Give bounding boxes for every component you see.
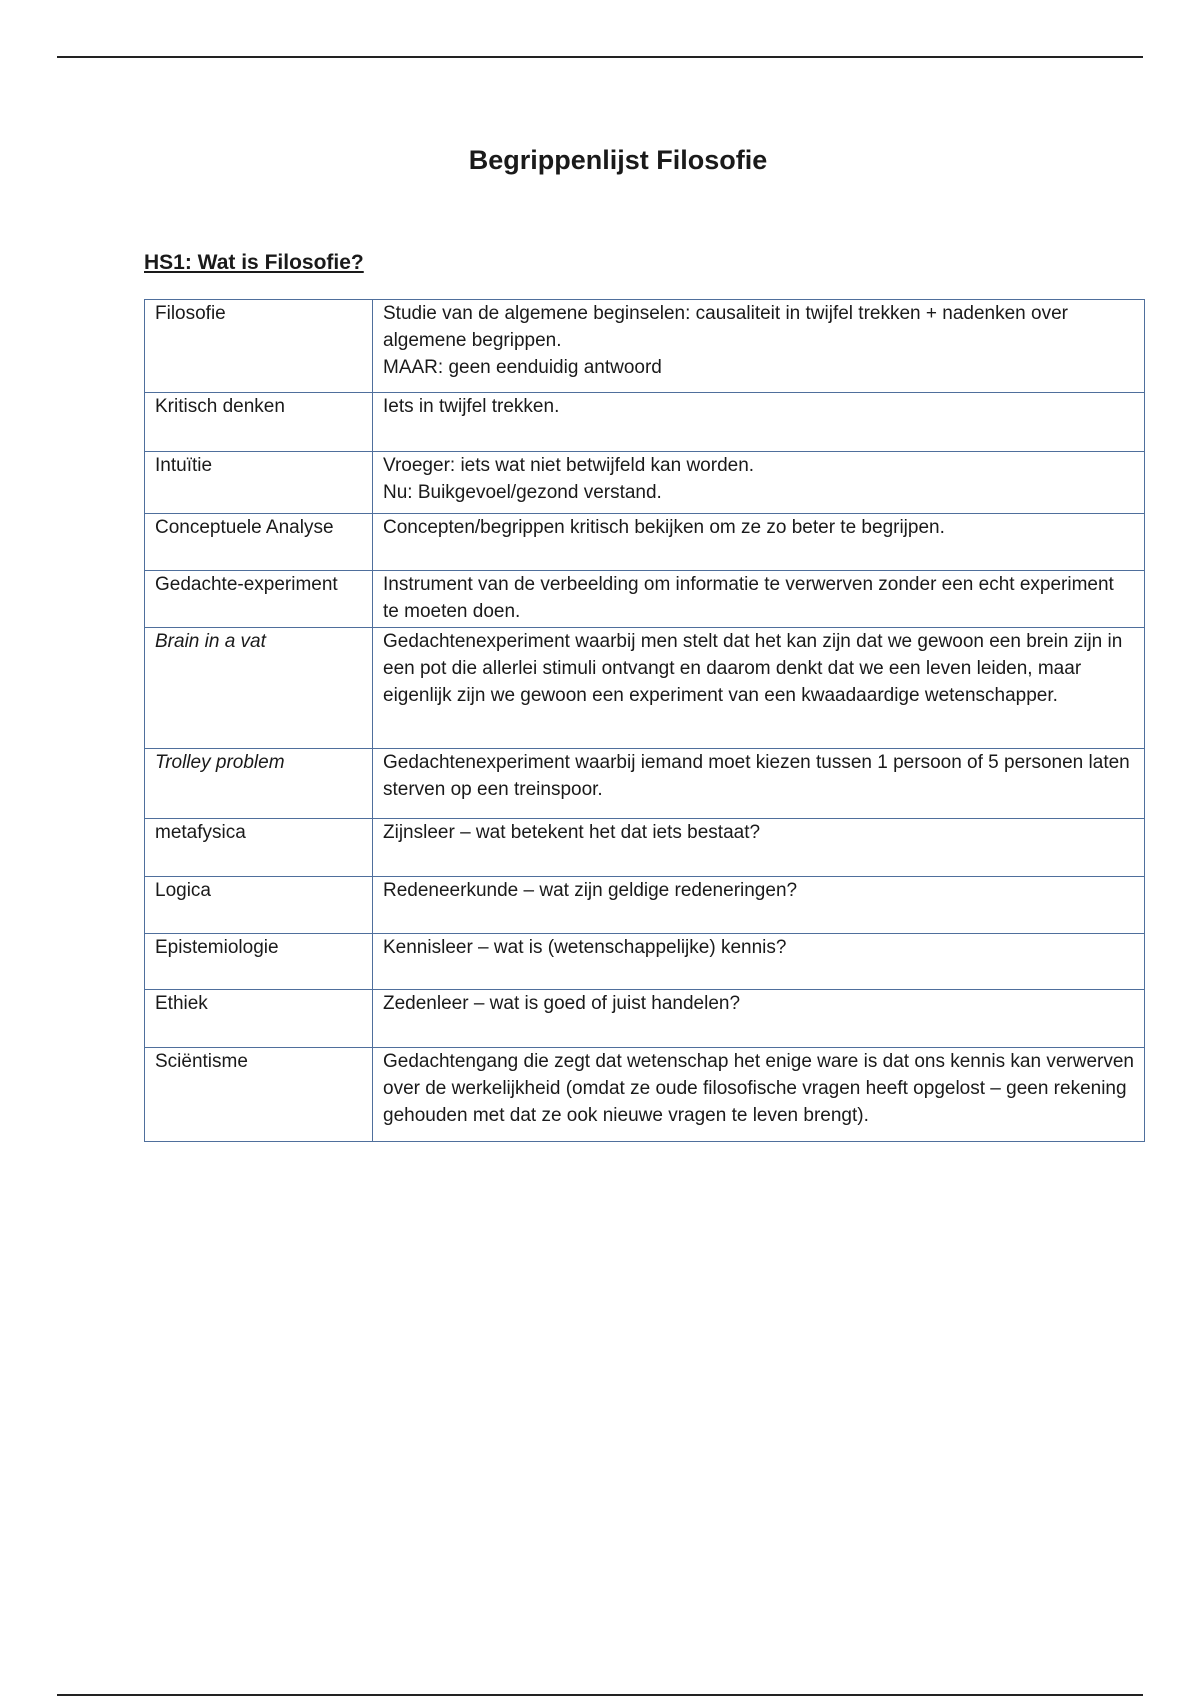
glossary-row (145, 393, 1145, 452)
page-title: Begrippenlijst Filosofie (468, 145, 768, 175)
glossary-row (145, 452, 1145, 514)
glossary-term: Ethiek (145, 990, 373, 1048)
glossary-row (145, 571, 1145, 628)
definition-line: Redeneerkunde – wat zijn geldige redeneringen? (383, 880, 798, 901)
glossary-row (145, 300, 1145, 393)
header-rule (57, 56, 1143, 58)
glossary-row (145, 990, 1145, 1048)
glossary-definition (373, 749, 1145, 819)
glossary-definition (373, 452, 1145, 514)
definition-line: Zijnsleer – wat betekent het dat iets bestaat? (383, 822, 761, 843)
glossary-row (145, 1048, 1145, 1142)
definition-line: Concepten/begrippen kritisch bekijken om ze zo beter te begrijpen. (383, 517, 945, 538)
glossary-term: Filosofie (145, 300, 373, 393)
glossary-term: Sciëntisme (145, 1048, 373, 1142)
definition-line: Instrument van de verbeelding om informatie te verwerven zonder een echt experiment te moeten doen. (383, 574, 1114, 622)
glossary-term: Conceptuele Analyse (145, 514, 373, 571)
definition-line: Nu: Buikgevoel/gezond verstand. (383, 482, 662, 503)
definition-line: Kennisleer – wat is (wetenschappelijke) kennis? (383, 937, 787, 958)
glossary-table (144, 299, 1145, 1142)
definition-line: MAAR: geen eenduidig antwoord (383, 357, 662, 378)
definition-line: Gedachtenexperiment waarbij men stelt dat het kan zijn dat we gewoon een brein zijn in een pot die allerlei stimuli ontvangt en daarom denkt dat we een leven leiden, maar eigenlijk zijn we gewoon een experiment van een kwaadaardige wetenschapper. (383, 631, 1123, 706)
glossary-definition (373, 628, 1145, 749)
glossary-definition (373, 571, 1145, 628)
glossary-row (145, 934, 1145, 990)
footer-rule (57, 1694, 1143, 1696)
definition-line: Gedachtenexperiment waarbij iemand moet kiezen tussen 1 persoon of 5 personen laten sterven op een treinspoor. (383, 752, 1130, 800)
glossary-row (145, 514, 1145, 571)
glossary-definition (373, 1048, 1145, 1142)
glossary-term: Trolley problem (145, 749, 373, 819)
glossary-term: Intuïtie (145, 452, 373, 514)
glossary-definition (373, 990, 1145, 1048)
definition-line: Vroeger: iets wat niet betwijfeld kan worden. (383, 455, 755, 476)
glossary-row (145, 819, 1145, 877)
definition-line: Studie van de algemene beginselen: causaliteit in twijfel trekken + nadenken over algemene begrippen. (383, 303, 1068, 351)
glossary-term: Kritisch denken (145, 393, 373, 452)
glossary-row (145, 877, 1145, 934)
glossary-term: Gedachte-experiment (145, 571, 373, 628)
glossary-term: Epistemiologie (145, 934, 373, 990)
definition-line: Zedenleer – wat is goed of juist handelen? (383, 993, 741, 1014)
glossary-definition (373, 819, 1145, 877)
definition-line: Iets in twijfel trekken. (383, 396, 560, 417)
glossary-definition (373, 393, 1145, 452)
glossary-definition (373, 934, 1145, 990)
glossary-row (145, 749, 1145, 819)
glossary-definition (373, 300, 1145, 393)
glossary-definition (373, 514, 1145, 571)
glossary-row (145, 628, 1145, 749)
glossary-term: Brain in a vat (145, 628, 373, 749)
glossary-definition (373, 877, 1145, 934)
section-heading: HS1: Wat is Filosofie? (144, 251, 364, 274)
glossary-term: Logica (145, 877, 373, 934)
glossary-term: metafysica (145, 819, 373, 877)
definition-line: Gedachtengang die zegt dat wetenschap het enige ware is dat ons kennis kan verwerven over de werkelijkheid (omdat ze oude filosofische vragen heeft opgelost – geen rekening gehouden met dat ze ook nieuwe vragen te leven brengt). (383, 1051, 1134, 1126)
